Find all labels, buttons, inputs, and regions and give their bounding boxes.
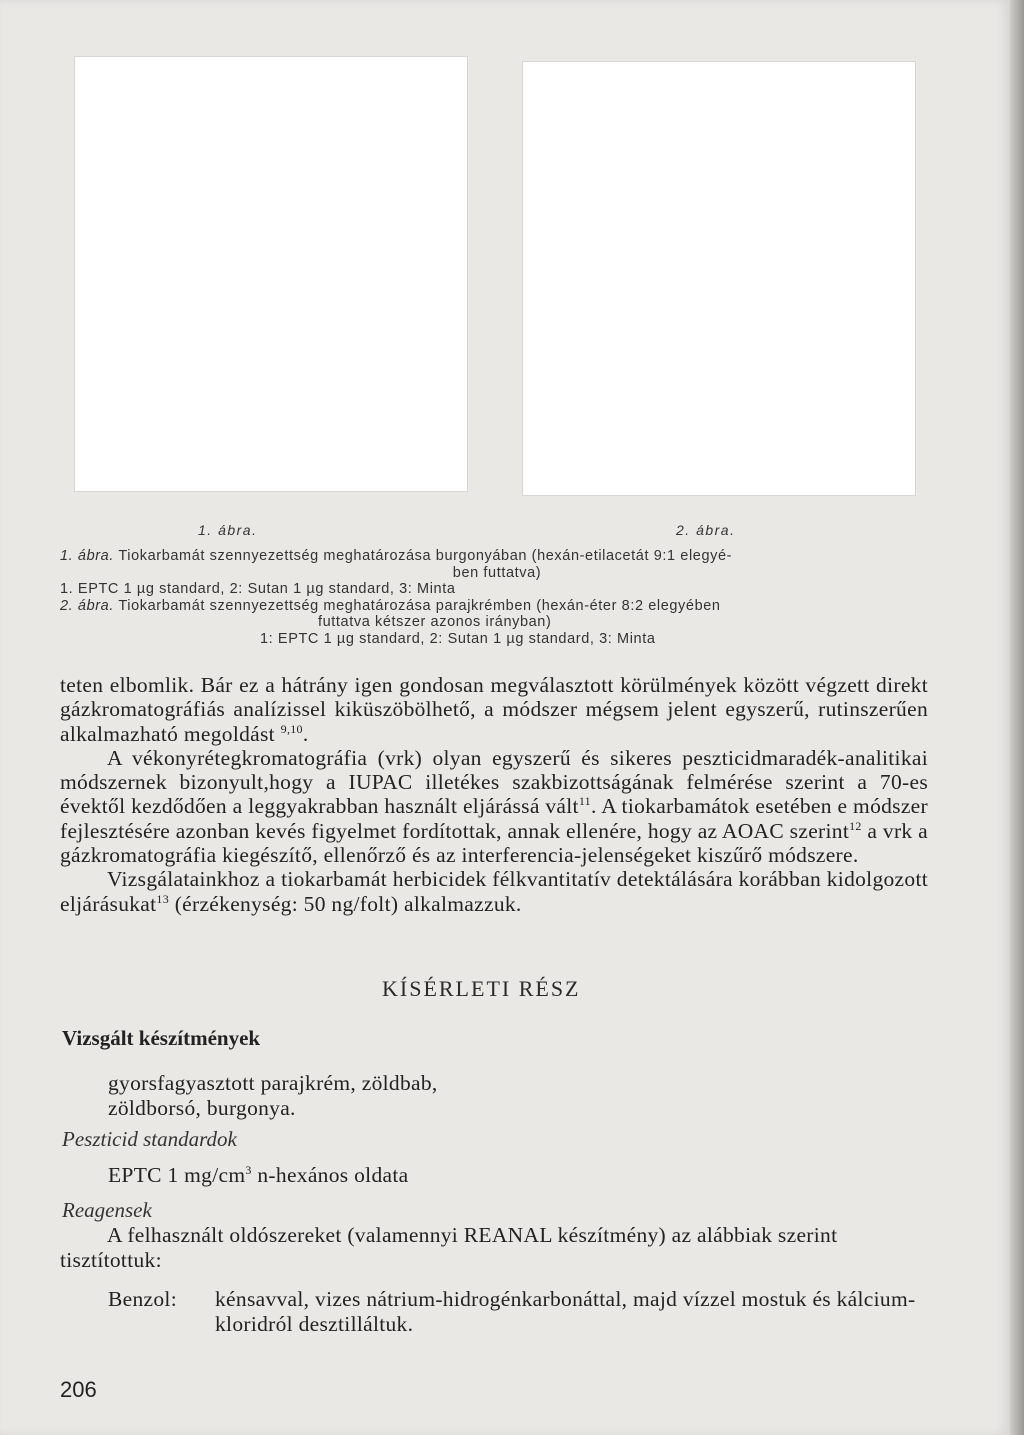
p3-text: Vizsgálatainkhoz a tiokarbamát herbicidek félkvantitatív detektálására korábban kidolgozott eljárásukat [60,867,928,916]
p2-mid: . A tiokarbamátok esetében e módszer fejlesztésére azonban kevés figyelmet fordítottak, annak ellenére, hogy az AOAC szerint [60,794,928,843]
samples-line-2: zöldborsó, burgonya. [108,1095,296,1120]
paragraph-2 [60,746,928,867]
figure-2-label: 2. ábra. [676,522,736,538]
samples-line-1: gyorsfagyasztott parajkrém, zöldbab, [108,1071,438,1095]
p3-citation: 13 [156,891,170,906]
caption-ref-1: 1. ábra. [60,548,114,564]
p1-end: . [302,721,309,746]
p2-end: a vrk a gázkromatográfia kiegészítő, ellenőrző és az interferencia-jelenségeket kiszűrő módszere. [60,818,928,868]
body-text [60,673,928,916]
caption-line: futtatva kétszer azonos irányban) [318,614,552,630]
caption-line: 1: EPTC 1 µg standard, 2: Sutan 1 µg standard, 3: Minta [260,630,656,647]
p1-text: teten elbomlik. Bár ez a hátrány igen gondosan megválasztott körülmények között végzett direkt gázkromatográfiás analízissel kiküszöbölhető, a módszer mégsem jelent egyszerű, rutinszerűen alkalmazható megoldást [60,673,928,746]
eptc-post: n-hexános oldata [251,1163,409,1187]
section-title: KÍSÉRLETI RÉSZ [382,976,581,1001]
p2-citation: 11 [578,794,591,809]
caption-line [60,548,934,565]
p2-citation-2: 12 [849,818,862,833]
benzol-label: Benzol: [108,1287,177,1311]
subheading-samples: Vizsgált készítmények [62,1026,261,1050]
paragraph-3 [60,867,928,916]
page-number: 206 [60,1377,97,1402]
benzol-text: kénsavval, vizes nátrium-hidrogénkarbonáttal, majd vízzel mostuk és kálcium-kloridról desztilláltuk. [215,1287,916,1336]
caption-line: 1. EPTC 1 µg standard, 2: Sutan 1 µg standard, 3: Minta [60,581,456,597]
p2-text: A vékonyrétegkromatográfia (vrk) olyan egyszerű és sikeres peszticidmaradék-analitikai módszernek bizonyult,hogy a IUPAC illetékes szakbizottságának felmérése szerint a 70-es évektől kezdődően a leggyakrabban használt eljárássá vált [60,745,928,819]
caption-text-1: Tiokarbamát szennyezettség meghatározása burgonyában (hexán-etilacetát 9:1 elegyé- [113,548,733,564]
subheading-reagents: Reagensek [62,1198,152,1222]
paragraph-1 [60,673,928,746]
standards-text [108,1163,408,1188]
samples-list [108,1071,608,1120]
eptc-pre: EPTC 1 mg/cm [108,1163,246,1187]
figure-1-label: 1. ábra. [198,522,258,538]
subheading-standards: Peszticid standardok [62,1127,237,1151]
figure-2-image [522,61,916,496]
caption-line: ben futtatva) [452,564,542,581]
caption-text-2: Tiokarbamát szennyezettség meghatározása parajkrémben (hexán-éter 8:2 elegyében [113,597,721,614]
p3-end: (érzékenység: 50 ng/folt) alkalmazzuk. [169,891,522,916]
reagents-text: A felhasznált oldószereket (valamennyi REANAL készítmény) az alábbiak szerint tisztítottuk: [60,1223,838,1272]
eptc-sup: 3 [245,1163,252,1177]
page-edge [1010,0,1024,1435]
p1-citation: 9,10 [280,721,303,736]
caption-ref-2: 2. ábra. [60,597,114,614]
figure-caption [60,548,934,647]
caption-line [60,598,934,615]
figure-1-image [74,56,468,492]
